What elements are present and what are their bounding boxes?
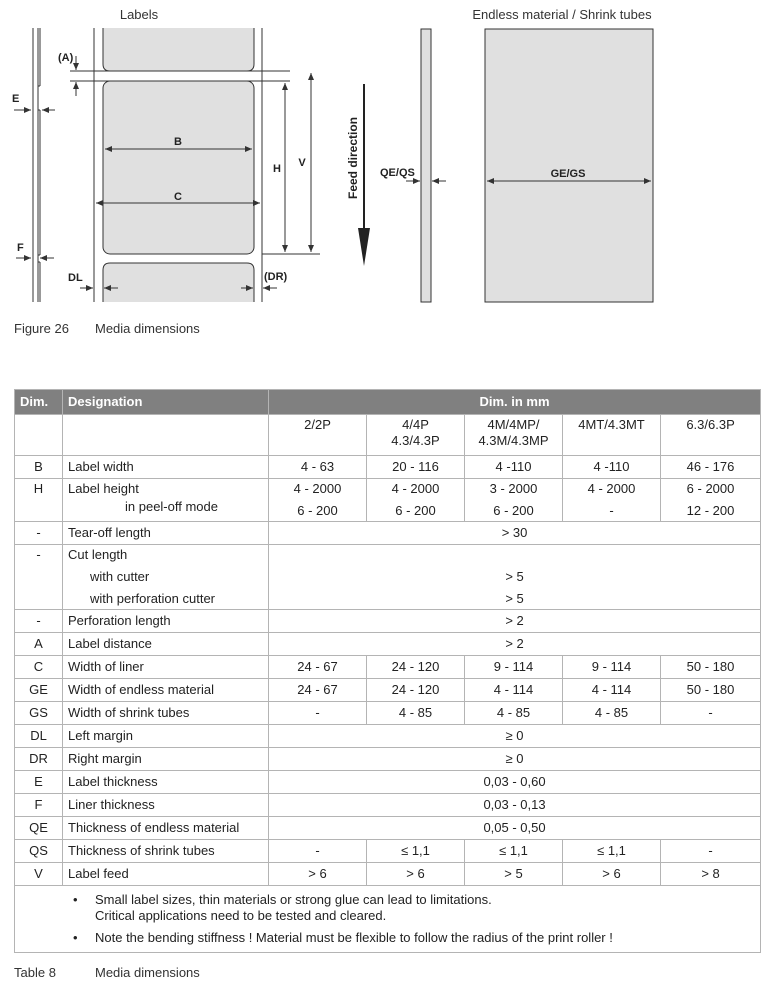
dim-dr-label: (DR) — [264, 271, 288, 283]
table-row: F Liner thickness 0,03 - 0,13 — [15, 794, 761, 817]
note-item: • Small label sizes, thin materials or strong glue can lead to limitations. Critical applications need to be tested and cleared. — [73, 892, 492, 923]
model-col: 6.3/6.3P — [661, 415, 761, 456]
media-dimensions-figure — [0, 0, 769, 310]
header-dim-mm: Dim. in mm — [269, 390, 761, 415]
table-row: QS Thickness of shrink tubes - ≤ 1,1 ≤ 1,1 ≤ 1,1 - — [15, 840, 761, 863]
dim-c-label: C — [174, 191, 182, 203]
figure-caption-number: Figure 26 — [14, 321, 69, 336]
table-row: - Tear-off length > 30 — [15, 522, 761, 545]
media-dimensions-table — [14, 389, 761, 953]
side-view — [33, 28, 40, 302]
figure-caption-text: Media dimensions — [95, 321, 200, 336]
label-shapes — [103, 28, 254, 302]
model-col: 2/2P — [269, 415, 367, 456]
model-col: 4MT/4.3MT — [563, 415, 661, 456]
table-row: V Label feed > 6 > 6 > 5 > 6 > 8 — [15, 863, 761, 886]
dim-v-label: V — [298, 157, 306, 169]
endless-front-view — [485, 29, 653, 302]
table-caption-number: Table 8 — [14, 965, 56, 980]
table-row: DR Right margin ≥ 0 — [15, 748, 761, 771]
table-caption-text: Media dimensions — [95, 965, 200, 980]
table-row: - Cut length with cutter with perforation cutter > 5 > 5 — [15, 545, 761, 610]
table-caption — [14, 965, 200, 980]
header-dim: Dim. — [15, 390, 63, 415]
notes-row — [15, 886, 761, 953]
dim-b-label: B — [174, 136, 182, 148]
table-row: A Label distance > 2 — [15, 633, 761, 656]
dim-f-label: F — [17, 242, 24, 254]
dim-e-label: E — [12, 93, 20, 105]
dim-ge-gs-label: GE/GS — [550, 168, 586, 180]
table-header-row — [15, 390, 761, 415]
table-row: DL Left margin ≥ 0 — [15, 725, 761, 748]
figure-caption — [14, 321, 200, 336]
table-row: C Width of liner 24 - 67 24 - 120 9 - 114 9 - 114 50 - 180 — [15, 656, 761, 679]
table-row: - Perforation length > 2 — [15, 610, 761, 633]
table-row: E Label thickness 0,03 - 0,60 — [15, 771, 761, 794]
table-row: H Label height in peel-off mode 4 - 2000 6 - 200 4 - 2000 6 - 200 3 - 2000 6 - 200 4 - 2000 - 6 - 2000 12 - 200 — [15, 479, 761, 522]
feed-direction-arrow-head — [358, 228, 370, 266]
note-item: • Note the bending stiffness ! Material must be flexible to follow the radius of the print roller ! — [73, 930, 613, 945]
endless-side-view — [421, 29, 431, 302]
endless-material-title: Endless material / Shrink tubes — [472, 7, 652, 22]
table-row: B Label width 4 - 63 20 - 116 4 -110 4 -110 46 - 176 — [15, 456, 761, 479]
dim-h-label: H — [273, 163, 281, 175]
table-row: GE Width of endless material 24 - 67 24 - 120 4 - 114 4 - 114 50 - 180 — [15, 679, 761, 702]
dim-a-label: (A) — [58, 52, 74, 64]
models-row — [15, 415, 761, 456]
labels-title: Labels — [119, 7, 159, 22]
dim-qe-qs-label: QE/QS — [380, 167, 415, 179]
model-col: 4/4P 4.3/4.3P — [367, 415, 465, 456]
table-row: GS Width of shrink tubes - 4 - 85 4 - 85 4 - 85 - — [15, 702, 761, 725]
dim-dl-label: DL — [68, 272, 83, 284]
model-col: 4M/4MP/ 4.3M/4.3MP — [465, 415, 563, 456]
table-row: QE Thickness of endless material 0,05 - 0,50 — [15, 817, 761, 840]
feed-direction-text: Feed direction — [346, 116, 360, 200]
header-designation: Designation — [63, 390, 269, 415]
